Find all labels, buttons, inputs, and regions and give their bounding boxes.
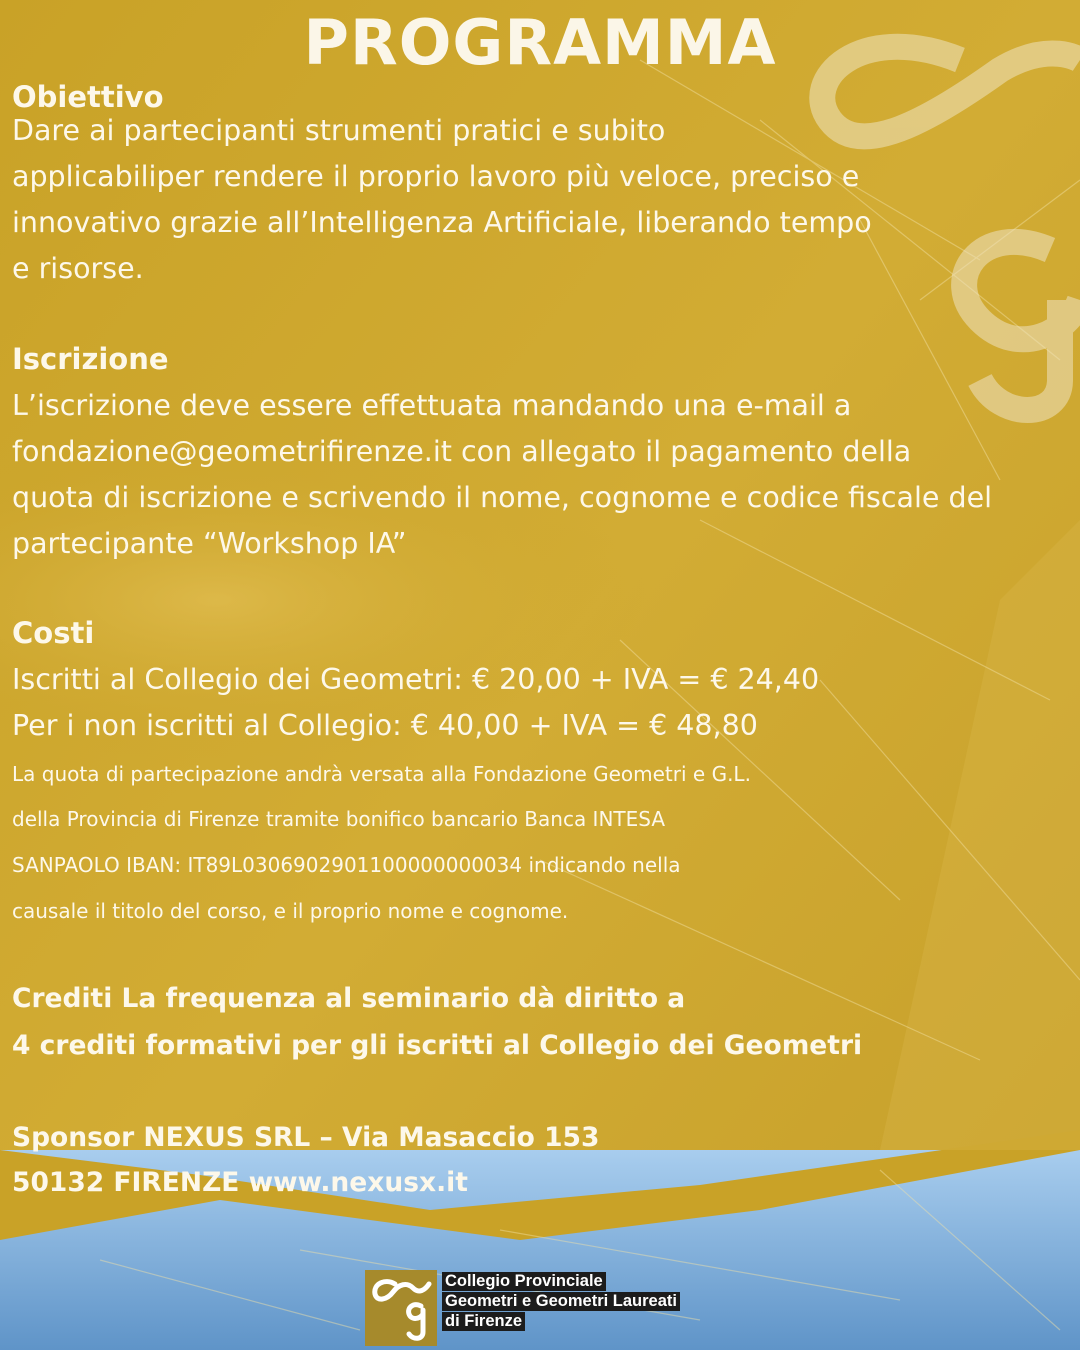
logo-text-line: Geometri e Geometri Laureati (442, 1292, 680, 1311)
cg-monogram-logo-icon (365, 1270, 437, 1346)
section-heading-costi: Costi (12, 616, 95, 650)
page-title: PROGRAMMA (303, 6, 777, 79)
iscrizione-line: fondazione@geometrifirenze.it con allegato il pagamento della (12, 435, 912, 468)
costi-line: Per i non iscritti al Collegio: € 40,00 + IVA = € 48,80 (12, 709, 758, 742)
section-heading-obiettivo: Obiettivo (12, 80, 164, 114)
sponsor-line: 50132 FIRENZE www.nexusx.it (12, 1167, 468, 1198)
logo-text-line: di Firenze (442, 1312, 525, 1331)
payment-note-line: La quota di partecipazione andrà versata alla Fondazione Geometri e G.L. (12, 762, 751, 786)
payment-note-line: SANPAOLO IBAN: IT89L0306902901100000000034 indicando nella (12, 853, 681, 877)
obiettivo-line: Dare ai partecipanti strumenti pratici e subito (12, 114, 666, 147)
obiettivo-line: e risorse. (12, 252, 144, 285)
payment-note-line: della Provincia di Firenze tramite bonifico bancario Banca INTESA (12, 807, 666, 831)
sponsor-line: Sponsor NEXUS SRL – Via Masaccio 153 (12, 1122, 600, 1153)
crediti-line: Crediti La frequenza al seminario dà diritto a (12, 983, 686, 1014)
obiettivo-line: applicabiliper rendere il proprio lavoro più veloce, preciso e (12, 160, 860, 193)
payment-note-line: causale il titolo del corso, e il proprio nome e cognome. (12, 899, 569, 923)
iscrizione-line: quota di iscrizione e scrivendo il nome, cognome e codice fiscale del (12, 481, 993, 514)
section-heading-iscrizione: Iscrizione (12, 342, 169, 376)
logo-text-block (442, 1272, 680, 1332)
iscrizione-line: L’iscrizione deve essere effettuata mandando una e-mail a (12, 389, 852, 422)
obiettivo-line: innovativo grazie all’Intelligenza Artificiale, liberando tempo (12, 206, 872, 239)
logo-text-line: Collegio Provinciale (442, 1272, 606, 1291)
iscrizione-line: partecipante “Workshop IA” (12, 527, 407, 560)
crediti-line: 4 crediti formativi per gli iscritti al Collegio dei Geometri (12, 1030, 863, 1061)
costi-line: Iscritti al Collegio dei Geometri: € 20,00 + IVA = € 24,40 (12, 663, 820, 696)
